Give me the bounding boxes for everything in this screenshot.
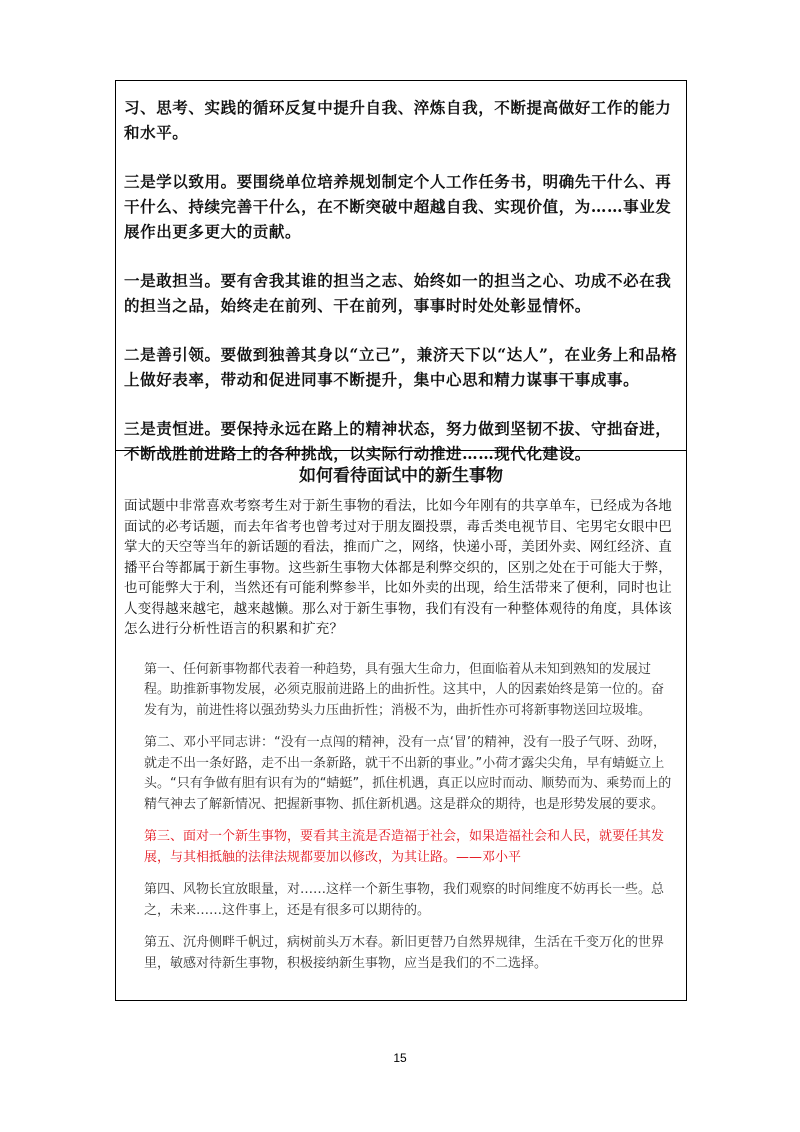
point-item: 第二、邓小平同志讲：“没有一点闯的精神，没有一点‘冒’的精神，没有一股子气呀、劲呀，就走不出一条好路，走不出一条新路，就干不出新的事业。”小荷才露尖尖角，早有蜻蜓立上头。“只有争做有胆有识有为的“蜻蜓”，抓住机遇，真正以应时而动、顺势而为、乘势而上的精气神去了解新情况、把握新事物、抓住新机遇。这是群众的期待，也是形势发展的要求。 [144,735,672,812]
page-number: 15 [393,1051,407,1065]
document-table [115,80,687,1001]
paragraph: 习、思考、实践的循环反复中提升自我、淬炼自我，不断提高做好工作的能力和水平。 [124,98,672,142]
intro-paragraph: 面试题中非常喜欢考察考生对于新生事物的看法，比如今年刚有的共享单车，已经成为各地面试的必考话题，而去年省考也曾考过对于朋友圈投票，毒舌类电视节目、宅男宅女眼中巴掌大的天空等当年的新话题的看法，推而广之，网络，快递小哥，美团外卖、网红经济、直播平台等都属于新生事物。这些新生事物大体都是利弊交织的，区别之处在于可能大于弊，也可能弊大于利，当然还有可能利弊参半，比如外卖的出现，给生活带来了便利，同时也让人变得越来越宅，越来越懒。那么对于新生事物，我们有没有一种整体观待的角度，具体该怎么进行分析性语言的积累和扩充？ [124,498,672,637]
point-item: 第五、沉舟侧畔千帆过，病树前头万木春。新旧更替乃自然界规律，生活在千变万化的世界里，敏感对待新生事物，积极接纳新生事物，应当是我们的不二选择。 [144,935,665,971]
paragraph: 三是学以致用。要围绕单位培养规划制定个人工作任务书，明确先干什么、再干什么、持续完善干什么，在不断突破中超越自我、实现价值，为……事业发展作出更多更大的贡献。 [124,172,672,241]
bottom-cell [116,451,686,1000]
top-cell [116,81,686,463]
point-item: 第一、任何新事物都代表着一种趋势，具有强大生命力，但面临着从未知到熟知的发展过程。助推新事物发展，必须克服前进路上的曲折性。这其中，人的因素始终是第一位的。奋发有为，前进性将以强劲势头力压曲折性；消极不为，曲折性亦可将新事物送回垃圾堆。 [144,661,665,718]
point-item-highlighted: 第三、面对一个新生事物，要看其主流是否造福于社会，如果造福社会和人民，就要任其发展，与其相抵触的法律法规都要加以修改，为其让路。——邓小平 [144,829,665,865]
paragraph: 三是责恒进。要保持永远在路上的精神状态，努力做到坚韧不拔、守拙奋进，不断战胜前进路上的各种挑战，以实际行动推进……现代化建设。 [124,419,672,463]
point-item: 第四、风物长宜放眼量，对……这样一个新生事物，我们观察的时间维度不妨再长一些。总之，未来……这件事上，还是有很多可以期待的。 [144,882,665,918]
points-list [124,660,678,975]
paragraph: 一是敢担当。要有舍我其谁的担当之志、始终如一的担当之心、功成不必在我的担当之品，始终走在前列、干在前列，事事时时处处彰显情怀。 [124,271,672,315]
paragraph: 二是善引领。要做到独善其身以“立己”，兼济天下以“达人”，在业务上和品格上做好表率，带动和促进同事不断提升，集中心思和精力谋事干事成事。 [124,345,678,389]
section-title: 如何看待面试中的新生事物 [299,466,503,486]
